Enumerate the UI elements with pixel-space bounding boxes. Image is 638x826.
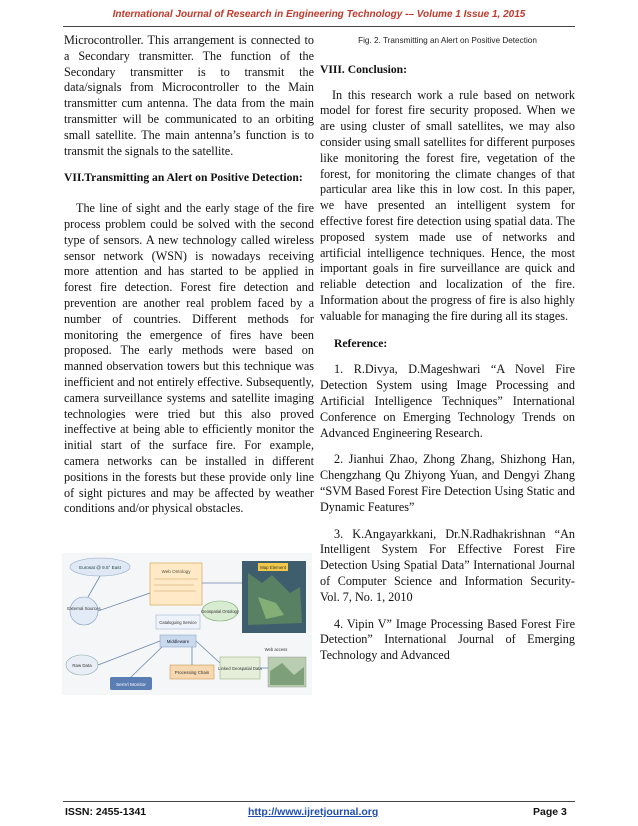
reference-item-3: 3. K.Angayarkkani, Dr.N.Radhakrishnan “An Intelligent System For Effective Forest Fire Detection Using Spatial Data” International Journal of Computer Science and Information Security- Vol. 7, No. 1, 2010 bbox=[320, 526, 575, 604]
journal-url-link[interactable]: http://www.ijretjournal.org bbox=[248, 806, 379, 818]
page-number: Page 3 bbox=[533, 806, 567, 818]
satellite-label: Eurosat @ 9.5° East bbox=[79, 565, 121, 570]
figure-caption: Fig. 2. Transmitting an Alert on Positive Detection bbox=[358, 36, 537, 45]
middleware-label: Middleware bbox=[166, 639, 190, 644]
cataloguing-label: Cataloguing Service bbox=[159, 620, 197, 625]
processing-chain-label: Processing Chain bbox=[174, 670, 210, 675]
paragraph-conclusion: In this research work a rule based on network model for forest fire security proposed. When we are using cluster of small satellites, we may also consider using small satellites for different purposes like monitoring the forest fire, vegetation of the forest, for monitoring the climate changes of that particular area like this in low cost. In this paper, we have presented an intelligent system for effective forest fire detection using spatial data. The proposed system made use of networks and artificial intelligence techniques. Hence, the most important goals in fire surveillance are quick and reliable detection and localization of the fire. Information about the progress of fire is also highly valuable for managing the fire during all its stages. bbox=[320, 87, 575, 323]
reference-item-2: 2. Jianhui Zhao, Zhong Zhang, Shizhong Han, Chengzhang Qu Zhiyong Yuan, and Dengyi Zhang “SVM Based Forest Fire Detection Using Static and Dynamic Features” bbox=[320, 452, 575, 514]
journal-header: International Journal of Research in Engineering Technology -– Volume 1 Issue 1, 2015 bbox=[112, 9, 526, 20]
left-column bbox=[64, 33, 314, 517]
issn-label: ISSN: 2455-1341 bbox=[65, 806, 147, 818]
section-heading-vii: VII.Transmitting an Alert on Positive Detection: bbox=[64, 171, 303, 185]
raw-data-label: Raw Data bbox=[72, 663, 92, 668]
web-ontology-label: Web Ontology bbox=[161, 569, 191, 574]
reference-item-1: 1. R.Divya, D.Mageshwari “A Novel Fire Detection System using Image Processing and Artificial Intelligence Techniques” International Conference on Emerging Technology Trends on Advanced Engineering Research. bbox=[320, 362, 575, 440]
section-heading-reference: Reference: bbox=[334, 336, 388, 350]
geospatial-ontology-label: Geospatial Ontology bbox=[201, 609, 239, 614]
external-sources-label: External Sources bbox=[67, 606, 101, 611]
footer-rule bbox=[63, 801, 575, 802]
web-access-label: Web access bbox=[264, 647, 288, 652]
external-sources-node bbox=[70, 597, 98, 625]
section-heading-viii: VIII. Conclusion: bbox=[320, 62, 407, 76]
figure-system-diagram bbox=[62, 553, 312, 695]
header-rule bbox=[63, 26, 575, 27]
map-element-label: Map Element bbox=[260, 565, 286, 570]
reference-item-4: 4. Vipin V” Image Processing Based Forest Fire Detection” International Journal of Emerging Technology and Advanced bbox=[320, 616, 575, 663]
right-column bbox=[320, 33, 575, 664]
monitor-label: SenVi Monitor bbox=[115, 683, 147, 688]
paragraph-microcontroller: Microcontroller. This arrangement is connected to a Secondary transmitter. The function of the Secondary transmitter is to transmit the data/signals from Microcontroller to the Main transmitter cum antenna. The data from the main transmitter will be communicated to an orbiting small satellite. The main antenna’s function is to transmit the signals to the satellite. bbox=[64, 33, 314, 158]
linked-data-label: Linked Geospatial Data bbox=[218, 666, 262, 671]
paragraph-transmitting: The line of sight and the early stage of the fire process problem could be solved with the second type of sensors. A new technology called wireless sensor network (WSN) is nowadays receiving more attention and has started to be applied in forest fire detection. Forest fire detection and prevention are another real problem faced by a number of countries. Different methods for monitoring the emergence of fires have been proposed. The early methods were based on manned observation towers but this technique was inefficient and not entirely effective. Subsequently, camera surveillance systems and satellite imaging technologies were tried but this also proved ineffective at being able to efficiently monitor the initial start of the surface fire. For example, camera networks can be installed in different positions in the forests but these provide only line of sight pictures and may be affected by weather conditions and/or physical obstacles. bbox=[64, 201, 314, 516]
